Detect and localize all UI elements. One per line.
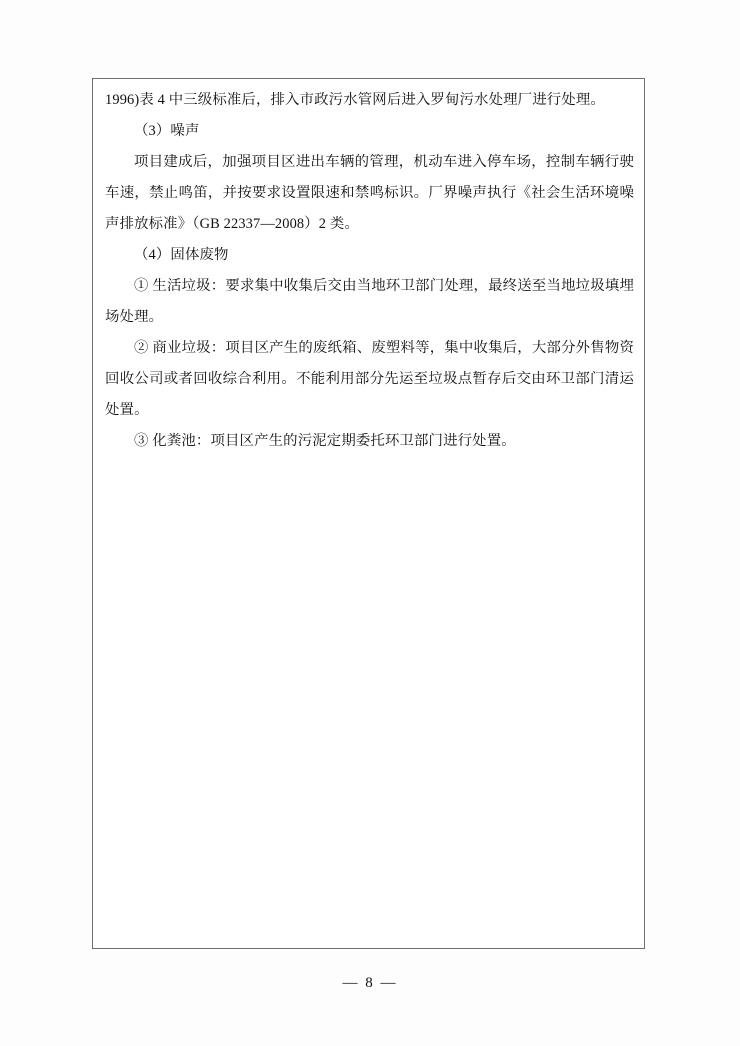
paragraph-septic-tank: ③ 化粪池：项目区产生的污泥定期委托环卫部门进行处置。 [134, 433, 516, 449]
page-footer [0, 975, 740, 992]
paragraph-commercial-waste: ② 商业垃圾：项目区产生的废纸箱、废塑料等，集中收集后，大部分外售物资回收公司或者回收综合利用。不能利用部分先运至垃圾点暂存后交由环卫部门清运处置。 [105, 340, 634, 418]
document-body [101, 85, 638, 457]
paragraph-solid-waste-heading: （4）固体废物 [134, 247, 229, 263]
document-content-frame [92, 78, 645, 949]
paragraph-1: 1996)表 4 中三级标准后，排入市政污水管网后进入罗甸污水处理厂进行处理。 [105, 92, 605, 108]
paragraph-domestic-waste: ① 生活垃圾：要求集中收集后交由当地环卫部门处理，最终送至当地垃圾填埋场处理。 [105, 278, 634, 325]
paragraph-noise-body: 项目建成后，加强项目区进出车辆的管理，机动车进入停车场，控制车辆行驶车速，禁止鸣笛，并按要求设置限速和禁鸣标识。厂界噪声执行《社会生活环境噪声排放标准》（GB 22337—2008）2 类。 [105, 154, 634, 232]
paragraph-noise-heading: （3）噪声 [134, 123, 200, 139]
page-number-label: — 8 — [342, 975, 398, 991]
